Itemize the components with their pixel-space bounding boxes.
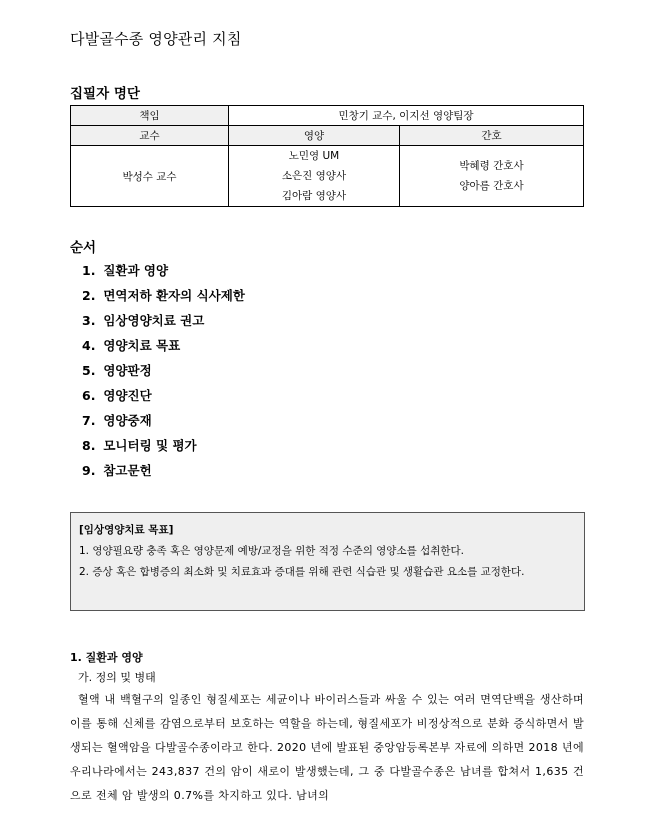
nutrition-cell [229,146,400,207]
professor-cell [71,146,229,207]
authors-table [70,105,584,207]
toc-item[interactable]: 1. 질환과 영양 [82,263,169,278]
responsible-label: 책임 [71,106,229,126]
goal-item: 1. 영양필요량 충족 혹은 영양문제 예방/교정을 위한 적정 수준의 영양소를 섭취한다. [79,545,464,557]
toc-item[interactable]: 5. 영양판정 [82,363,152,378]
toc-item[interactable]: 3. 임상영양치료 권고 [82,313,205,328]
section-subtitle: 가. 정의 및 병태 [78,671,156,684]
table-of-contents [82,258,245,483]
toc-heading: 순서 [70,240,97,256]
section-disease-and-nutrition [70,648,584,808]
nursing-cell [400,146,584,207]
document-title: 다발골수종 영양관리 지침 [70,30,242,48]
section-paragraph: 혈액 내 백혈구의 일종인 형질세포는 세균이나 바이러스들과 싸울 수 있는 여러 면역단백을 생산하며 이를 통해 신체를 감염으로부터 보호하는 역할을 하는데, 형질세포가 비정상적으로 분화 증식하면서 발생되는 혈액암을 다발골수종이라고 한다. 2020 년에 발표된 중앙암등록본부 자료에 의하면 2018 년에 우리나라에서는 243,837 건의 암이 새로이 발생했는데, 그 중 다발골수종은 남녀를 합쳐서 1,635 건으로 전체 암 발생의 0.7%를 차지하고 있다. 남녀의 [70,693,584,802]
toc-item[interactable]: 7. 영양중재 [82,413,152,428]
toc-item[interactable]: 9. 참고문헌 [82,463,152,478]
table-row [71,106,584,126]
column-header-nutrition: 영양 [229,126,400,146]
nurse-name: 양아름 간호사 [459,180,524,192]
toc-item[interactable]: 2. 면역저하 환자의 식사제한 [82,288,245,303]
section-title: 1. 질환과 영양 [70,651,143,664]
toc-item[interactable]: 6. 영양진단 [82,388,152,403]
professor-name: 박성수 교수 [122,170,177,183]
table-row [71,146,584,207]
nurse-name: 박혜령 간호사 [459,160,524,172]
goal-item: 2. 증상 혹은 합병증의 최소화 및 치료효과 증대를 위해 관련 식습관 및 생활습관 요소를 교정한다. [79,566,525,578]
table-row [71,126,584,146]
column-header-nursing: 간호 [400,126,584,146]
column-header-professor: 교수 [71,126,229,146]
authors-heading: 집필자 명단 [70,86,140,102]
toc-item[interactable]: 8. 모니터링 및 평가 [82,438,197,453]
goal-box-title: [임상영양치료 목표] [79,524,174,536]
clinical-nutrition-goal-box [70,512,585,611]
nutritionist-name: 김아람 영양사 [281,190,347,202]
toc-item[interactable]: 4. 영양치료 목표 [82,338,181,353]
nutritionist-name: 소은진 영양사 [281,170,347,182]
responsible-value: 민창기 교수, 이지선 영양팀장 [229,106,584,126]
nutritionist-name: 노민영 UM [288,150,340,162]
